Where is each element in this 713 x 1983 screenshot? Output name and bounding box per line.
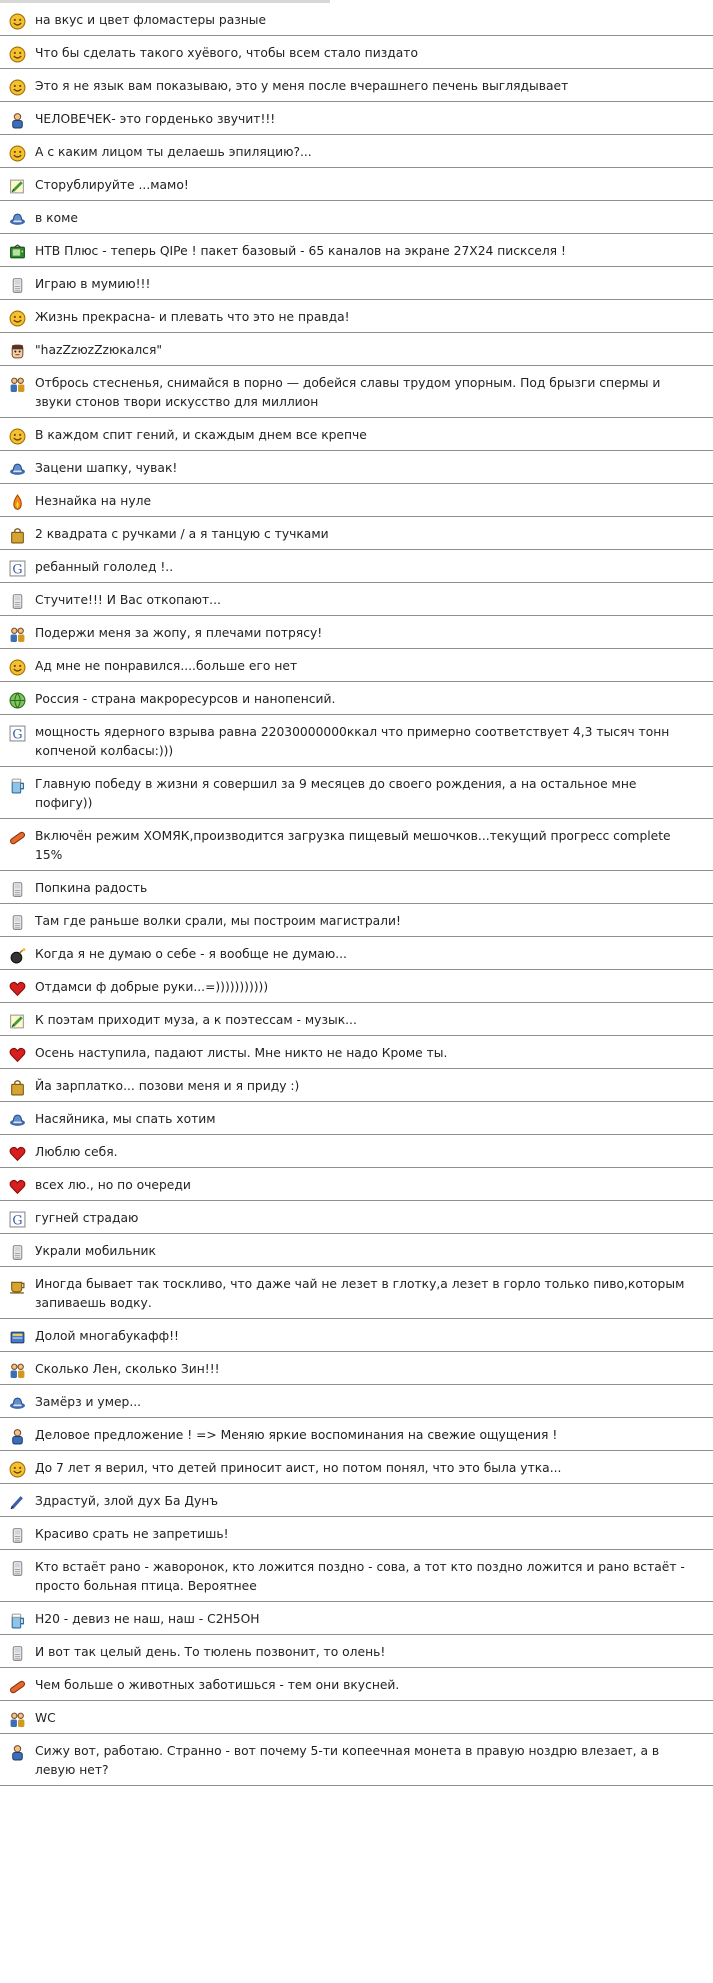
status-text: Красиво срать не запретишь!	[35, 1527, 229, 1541]
svg-text:G: G	[12, 727, 23, 742]
globe-icon	[9, 692, 26, 709]
status-row[interactable]	[0, 267, 713, 300]
status-row[interactable]	[0, 616, 713, 649]
heart-icon	[9, 1178, 26, 1195]
status-text: Это я не язык вам показываю, это у меня после вчерашнего печень выглядывает	[35, 79, 569, 93]
status-row[interactable]	[0, 3, 713, 36]
smile-icon	[9, 659, 26, 676]
person-icon	[9, 1428, 26, 1445]
status-row[interactable]	[0, 1267, 713, 1319]
status-text: Долой многабукафф!!	[35, 1329, 179, 1343]
phone-icon	[9, 593, 26, 610]
status-text: мощность ядерного взрыва равна 22030000000ккал что примерно соответствует 4,3 тысяч тонн копченой колбасы:)))	[35, 725, 670, 758]
phone-icon	[9, 277, 26, 294]
status-row[interactable]	[0, 1484, 713, 1517]
phone-icon	[9, 1645, 26, 1662]
status-row[interactable]	[0, 1234, 713, 1267]
status-text: Зацени шапку, чувак!	[35, 461, 178, 475]
status-text: Чем больше о животных заботишься - тем они вкусней.	[35, 1678, 400, 1692]
status-row[interactable]	[0, 1135, 713, 1168]
status-row[interactable]	[0, 1385, 713, 1418]
status-row[interactable]	[0, 1451, 713, 1484]
status-text: Насяйника, мы спать хотим	[35, 1112, 216, 1126]
status-row[interactable]	[0, 649, 713, 682]
svg-text:G: G	[12, 1213, 23, 1228]
sausage-icon	[9, 1678, 26, 1695]
status-text: Деловое предложение ! => Меняю яркие воспоминания на свежие ощущения !	[35, 1428, 558, 1442]
status-row[interactable]	[0, 904, 713, 937]
people-icon	[9, 626, 26, 643]
status-text: Главную победу в жизни я совершил за 9 месяцев до своего рождения, а на остальное мне пофигу))	[35, 777, 637, 810]
status-text: WC	[35, 1711, 56, 1725]
status-text: Йа зарплатко... позови меня и я приду :)	[35, 1079, 300, 1093]
people-icon	[9, 1362, 26, 1379]
beer-icon	[9, 1612, 26, 1629]
hat-icon	[9, 211, 26, 228]
pencil-icon	[9, 178, 26, 195]
phone-icon	[9, 1527, 26, 1544]
smile-icon	[9, 79, 26, 96]
status-text: Осень наступила, падают листы. Мне никто не надо Кроме ты.	[35, 1046, 448, 1060]
status-row[interactable]	[0, 767, 713, 819]
status-text: НТВ Плюс - теперь QIPe ! пакет базовый - 65 каналов на экране 27X24 пискселя !	[35, 244, 566, 258]
status-text: До 7 лет я верил, что детей приносит аист, но потом понял, что это была утка...	[35, 1461, 562, 1475]
status-row[interactable]	[0, 819, 713, 871]
status-row[interactable]	[0, 1701, 713, 1734]
bag-icon	[9, 1079, 26, 1096]
status-row[interactable]	[0, 69, 713, 102]
heart-icon	[9, 980, 26, 997]
beer-icon	[9, 777, 26, 794]
g-letter-icon	[9, 725, 26, 742]
status-row[interactable]	[0, 970, 713, 1003]
status-text: всех лю., но по очереди	[35, 1178, 191, 1192]
status-text: на вкус и цвет фломастеры разные	[35, 13, 267, 27]
status-text: гугней страдаю	[35, 1211, 139, 1225]
smile-icon	[9, 46, 26, 63]
status-text: Отдамси ф добрые руки...=)))))))))))	[35, 980, 269, 994]
status-text: Играю в мумию!!!	[35, 277, 151, 291]
status-text: 2 квадрата с ручками / а я танцую с тучками	[35, 527, 329, 541]
status-text: H20 - девиз не наш, наш - С2Н5ОН	[35, 1612, 260, 1626]
flame-icon	[9, 494, 26, 511]
status-row[interactable]	[0, 1003, 713, 1036]
status-text: К поэтам приходит муза, а к поэтессам - музык...	[35, 1013, 357, 1027]
status-text: Там где раньше волки срали, мы построим магистрали!	[35, 914, 401, 928]
person-icon	[9, 1744, 26, 1761]
smile-icon	[9, 1461, 26, 1478]
status-row[interactable]	[0, 366, 713, 418]
status-text: Жизнь прекрасна- и плевать что это не правда!	[35, 310, 350, 324]
status-row[interactable]	[0, 1201, 713, 1234]
status-row[interactable]	[0, 1602, 713, 1635]
status-row[interactable]	[0, 682, 713, 715]
status-row[interactable]	[0, 1635, 713, 1668]
status-row[interactable]	[0, 871, 713, 904]
status-row[interactable]	[0, 1517, 713, 1550]
heart-icon	[9, 1046, 26, 1063]
status-row[interactable]	[0, 1319, 713, 1352]
status-row[interactable]	[0, 1102, 713, 1135]
status-row[interactable]	[0, 36, 713, 69]
g-letter-icon	[9, 1211, 26, 1228]
status-row[interactable]	[0, 1550, 713, 1602]
status-text: Отбрось стесненья, снимайся в порно — добейся славы трудом упорным. Под брызги спермы и звуки стонов твори искусство для миллион	[35, 376, 661, 409]
status-row[interactable]	[0, 1668, 713, 1701]
status-row[interactable]	[0, 1734, 713, 1786]
cup-icon	[9, 1277, 26, 1294]
status-row[interactable]	[0, 1418, 713, 1451]
status-row[interactable]	[0, 1352, 713, 1385]
people-icon	[9, 376, 26, 393]
smile-icon	[9, 13, 26, 30]
status-text: Замёрз и умер...	[35, 1395, 142, 1409]
status-row[interactable]	[0, 234, 713, 267]
status-text: Сколько Лен, сколько Зин!!!	[35, 1362, 220, 1376]
status-text: "hazZzюzZzюкался"	[35, 343, 162, 357]
status-text: Здрастуй, злой дух Ба Дунъ	[35, 1494, 219, 1508]
status-text: А с каким лицом ты делаешь эпиляцию?...	[35, 145, 312, 159]
status-text: Ад мне не понравился....больше его нет	[35, 659, 298, 673]
phone-icon	[9, 914, 26, 931]
status-row[interactable]	[0, 715, 713, 767]
status-text: ЧЕЛОВЕЧЕК- это горденько звучит!!!	[35, 112, 276, 126]
tv-icon	[9, 244, 26, 261]
status-text: Иногда бывает так тоскливо, что даже чай не лезет в глотку,а лезет в горло только пиво,которым запиваешь водку.	[35, 1277, 685, 1310]
status-row[interactable]	[0, 1069, 713, 1102]
status-row[interactable]	[0, 1036, 713, 1069]
bag-icon	[9, 527, 26, 544]
status-row[interactable]	[0, 550, 713, 583]
smile-icon	[9, 428, 26, 445]
status-text: Кто встаёт рано - жаворонок, кто ложится поздно - сова, а тот кто поздно ложится и рано встаёт - просто больная птица. Вероятнее	[35, 1560, 685, 1593]
status-row[interactable]	[0, 937, 713, 970]
status-text: Россия - страна макроресурсов и нанопенсий.	[35, 692, 336, 706]
smile-icon	[9, 145, 26, 162]
status-text: И вот так целый день. То тюлень позвонит, то олень!	[35, 1645, 386, 1659]
person-icon	[9, 112, 26, 129]
status-row[interactable]	[0, 583, 713, 616]
status-row[interactable]	[0, 333, 713, 366]
status-text: В каждом спит гений, и скаждым днем все крепче	[35, 428, 367, 442]
status-text: Когда я не думаю о себе - я вообще не думаю...	[35, 947, 347, 961]
status-text: Что бы сделать такого хуёвого, чтобы всем стало пиздато	[35, 46, 418, 60]
sausage-icon	[9, 829, 26, 846]
face-icon	[9, 343, 26, 360]
status-text: Попкина радость	[35, 881, 148, 895]
hat-icon	[9, 1112, 26, 1129]
pen-icon	[9, 1494, 26, 1511]
status-text: в коме	[35, 211, 78, 225]
status-row[interactable]	[0, 102, 713, 135]
status-row[interactable]	[0, 484, 713, 517]
status-row[interactable]	[0, 418, 713, 451]
status-row[interactable]	[0, 168, 713, 201]
status-row[interactable]	[0, 135, 713, 168]
status-text: Люблю себя.	[35, 1145, 118, 1159]
status-row[interactable]	[0, 201, 713, 234]
phone-icon	[9, 1560, 26, 1577]
status-text: Незнайка на нуле	[35, 494, 152, 508]
status-row[interactable]	[0, 451, 713, 484]
status-text: Сижу вот, работаю. Странно - вот почему 5-ти копеечная монета в правую ноздрю влезает, а в левую нет?	[35, 1744, 660, 1777]
status-text: ребанный гололед !..	[35, 560, 174, 574]
status-text: Включён режим ХОМЯК,производится загрузка пищевый мешочков...текущий прогресс complete 15%	[35, 829, 671, 862]
status-list	[0, 3, 713, 1786]
people-icon	[9, 1711, 26, 1728]
svg-text:G: G	[12, 562, 23, 577]
hat-icon	[9, 461, 26, 478]
status-text: Подержи меня за жопу, я плечами потрясу!	[35, 626, 323, 640]
bomb-icon	[9, 947, 26, 964]
book-icon	[9, 1329, 26, 1346]
status-text: Сторублируйте ...мамо!	[35, 178, 189, 192]
status-row[interactable]	[0, 1168, 713, 1201]
smile-icon	[9, 310, 26, 327]
status-row[interactable]	[0, 300, 713, 333]
status-text: Украли мобильник	[35, 1244, 156, 1258]
g-letter-icon	[9, 560, 26, 577]
phone-icon	[9, 881, 26, 898]
pencil-icon	[9, 1013, 26, 1030]
status-text: Стучите!!! И Вас откопают...	[35, 593, 221, 607]
heart-icon	[9, 1145, 26, 1162]
phone-icon	[9, 1244, 26, 1261]
status-row[interactable]	[0, 517, 713, 550]
hat-icon	[9, 1395, 26, 1412]
